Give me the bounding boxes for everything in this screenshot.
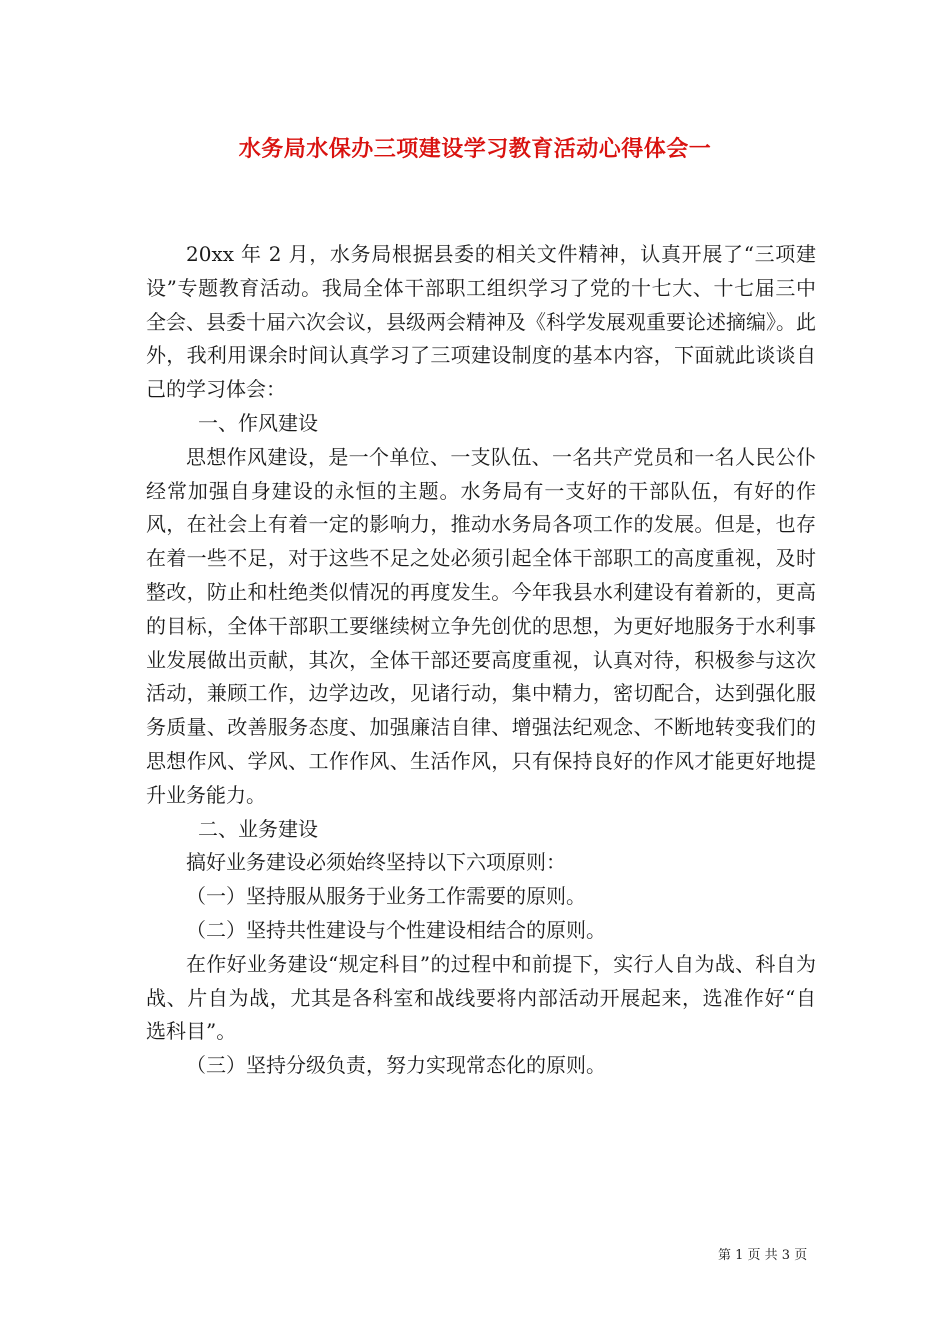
document-body xyxy=(146,238,816,1083)
principle-item-3: （三）坚持分级负责，努力实现常态化的原则。 xyxy=(186,1053,606,1078)
paragraph-style-building: 思想作风建设，是一个单位、一支队伍、一名共产党员和一名人民公仆经常加强自身建设的永恒的主题。水务局有一支好的干部队伍，有好的作风，在社会上有着一定的影响力，推动水务局各项工作的发展。但是，也存在着一些不足，对于这些不足之处必须引起全体干部职工的高度重视，及时整改，防止和杜绝类似情况的再度发生。今年我县水利建设有着新的，更高的目标，全体干部职工要继续树立争先创优的思想，为更好地服务于水利事业发展做出贡献，其次，全体干部还要高度重视，认真对待，积极参与这次活动，兼顾工作，边学边改，见诸行动，集中精力，密切配合，达到强化服务质量、改善服务态度、加强廉洁自律、增强法纪观念、不断地转变我们的思想作风、学风、工作作风、生活作风，只有保持良好的作风才能更好地提升业务能力。 xyxy=(146,444,816,807)
paragraph-principles-intro: 搞好业务建设必须始终坚持以下六项原则： xyxy=(186,850,566,875)
principle-item-2: （二）坚持共性建设与个性建设相结合的原则。 xyxy=(186,917,606,942)
paragraph-intro: 20xx 年 2 月，水务局根据县委的相关文件精神，认真开展了“三项建设”专题教育活动。我局全体干部职工组织学习了党的十七大、十七届三中全会、县委十届六次会议，县级两会精神及《科学发展观重要论述摘编》。此外，我利用课余时间认真学习了三项建设制度的基本内容，下面就此谈谈自己的学习体会： xyxy=(146,242,816,402)
document-title: 水务局水保办三项建设学习教育活动心得体会一 xyxy=(238,136,712,162)
page-number-footer: 第 1 页 共 3 页 xyxy=(718,1248,808,1263)
paragraph-self-selected: 在作好业务建设“规定科目”的过程中和前提下，实行人自为战、科自为战、片自为战，尤其是各科室和战线要将内部活动开展起来，选准作好“自选科目”。 xyxy=(146,951,816,1044)
section-heading-style: 一、作风建设 xyxy=(198,410,318,435)
section-heading-business: 二、业务建设 xyxy=(198,816,318,841)
principle-item-1: （一）坚持服从服务于业务工作需要的原则。 xyxy=(186,884,586,909)
